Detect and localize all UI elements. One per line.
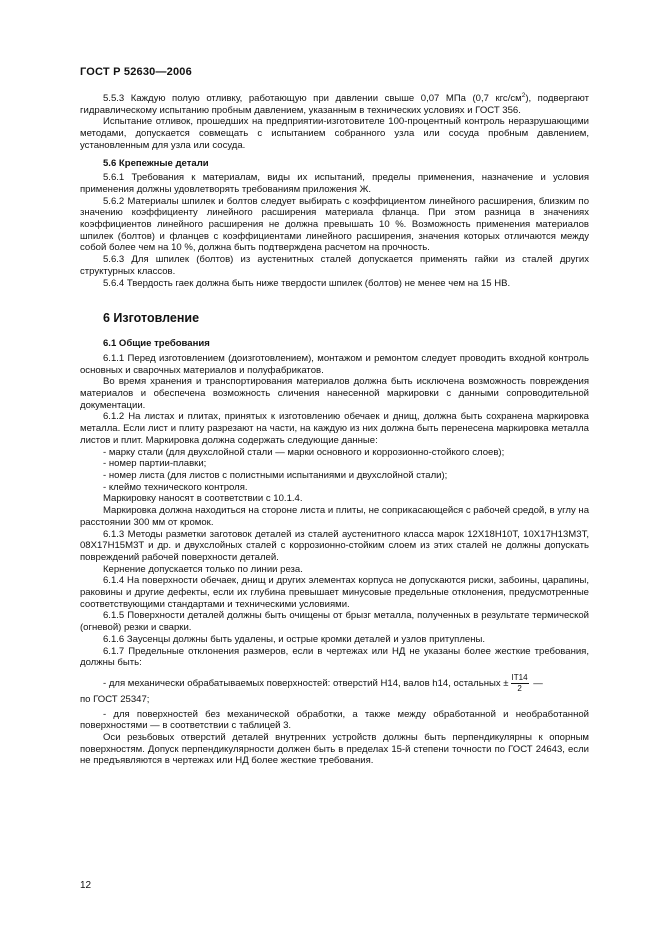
section-heading-5-6: 5.6 Крепежные детали bbox=[103, 157, 209, 169]
paragraph-6-1-6: 6.1.6 Заусенцы должны быть удалены, и острые кромки деталей и узлов притуплены. bbox=[103, 633, 485, 645]
paragraph-5-5-3: 5.5.3 Каждую полую отливку, работающую при давлении свыше 0,07 МПа (0,7 кгс/$см^2$), подвергают гидравлическому испытанию пробным давлением, указанным в технических условиях и ГОСТ 356. bbox=[80, 91, 589, 116]
paragraph-6-1-3: 6.1.3 Методы разметки заготовок деталей из сталей аустенитного класса марок 12Х18Н10Т, 10Х17Н13М3Т, 08Х17Н15М3Т и др. и двухслойных сталей с коррозионно-стойким слоем из этих сталей не должны допускать повреждений рабочей поверхности деталей. bbox=[80, 528, 589, 563]
paragraph-marking-ref: Маркировку наносят в соответствии с 10.1.4. bbox=[103, 493, 303, 505]
paragraph-5-6-2: 5.6.2 Материалы шпилек и болтов следует выбирать с коэффициентом линейного расширения, близким по значению коэффициенту линейного расширения материала фланца. При этом разница в значениях коэффициентов линейного расширения не должна превышать 10 %. Возможность применения материалов шпилек (болтов) и фланцев с коэффициентами линейного расширения, значения которых отличаются между собой более чем на 10 %, должна быть подтверждена расчетом на прочность. bbox=[80, 195, 589, 254]
page-number: 12 bbox=[80, 880, 92, 891]
tolerance-formula-line: - для механически обрабатываемых поверхностей: отверстий Н14, валов h14, остальных ± $\frac{IT14}{2}$ — bbox=[103, 672, 543, 693]
list-item: - номер партии-плавки; bbox=[103, 458, 207, 470]
paragraph-6-1-4: 6.1.4 На поверхности обечаек, днищ и других элементах корпуса не допускаются риски, забоины, царапины, раковины и другие дефекты, если их глубина превышает минусовые предельные отклонения, предусмотренные соответствующими стандартами и техническими условиями. bbox=[80, 575, 589, 610]
tolerance-fraction: $\frac{IT14}{2}$ bbox=[511, 672, 528, 693]
paragraph-6-1-5: 6.1.5 Поверхности деталей должны быть очищены от брызг металла, полученных в результате термической (огневой) резки и сварки. bbox=[80, 610, 589, 634]
paragraph-storage: Во время хранения и транспортирования материалов должна быть исключена возможность повреждения материалов и обеспечена возможность сличения нанесенной маркировки с данными сопроводительной документации. bbox=[80, 376, 589, 411]
paragraph-punching: Кернение допускается только по линии реза. bbox=[103, 563, 303, 575]
paragraph-6-1-1: 6.1.1 Перед изготовлением (доизготовлением), монтажом и ремонтом следует проводить входной контроль основных и сварочных материалов и полуфабрикатов. bbox=[80, 352, 589, 376]
list-item: - марку стали (для двухслойной стали — марки основного и коррозионно-стойкого слоев); bbox=[103, 446, 505, 458]
paragraph-6-1-7: 6.1.7 Предельные отклонения размеров, если в чертежах или НД не указаны более жесткие требования, должны быть: bbox=[80, 645, 589, 669]
list-item: - клеймо технического контроля. bbox=[103, 481, 248, 493]
page-header-title: ГОСТ Р 52630—2006 bbox=[80, 66, 192, 78]
paragraph-5-6-3: 5.6.3 Для шпилек (болтов) из аустенитных сталей допускается применять гайки из сталей других структурных классов. bbox=[80, 254, 589, 277]
paragraph-6-1-2: 6.1.2 На листах и плитах, принятых к изготовлению обечаек и днищ, должна быть сохранена маркировка металла. Если лист и плиту разрезают на части, на каждую из них должна быть перенесена маркировка металла листов и плит. Маркировка должна содержать следующие данные: bbox=[80, 411, 589, 446]
paragraph-castings-testing: Испытание отливок, прошедших на предприятии-изготовителе 100-процентный контроль неразрушающими методами, допускается совмещать с испытанием собранного узла или сосуда пробным давлением, установленным для узла или сосуда. bbox=[80, 116, 589, 151]
paragraph-unmachined: - для поверхностей без механической обработки, а также между обработанной и необработанной поверхностями — в соответствии с таблицей 3. bbox=[80, 708, 589, 732]
section-heading-6-1: 6.1 Общие требования bbox=[103, 338, 210, 350]
paragraph-5-6-4: 5.6.4 Твердость гаек должна быть ниже твердости шпилек (болтов) не менее чем на 15 НВ. bbox=[103, 277, 511, 289]
paragraph-gost-ref: по ГОСТ 25347; bbox=[80, 693, 150, 705]
paragraph-marking-location: Маркировка должна находиться на стороне листа и плиты, не соприкасающейся с рабочей средой, в углу на расстоянии 300 мм от кромок. bbox=[80, 505, 589, 528]
chapter-heading-6: 6 Изготовление bbox=[103, 311, 200, 326]
paragraph-5-6-1: 5.6.1 Требования к материалам, виды их испытаний, пределы применения, назначение и условия применения должны удовлетворять требованиям приложения Ж. bbox=[80, 172, 589, 195]
paragraph-thread-axes: Оси резьбовых отверстий деталей внутренних устройств должны быть перпендикулярны к опорным поверхностям. Допуск перпендикулярности должен быть в пределах 15-й степени точности по ГОСТ 24643, если не предъявляются в чертежах или НД более жесткие требования. bbox=[80, 732, 589, 767]
document-body bbox=[80, 93, 589, 767]
list-item: - номер листа (для листов с полистными испытаниями и двухслойной стали); bbox=[103, 469, 448, 481]
